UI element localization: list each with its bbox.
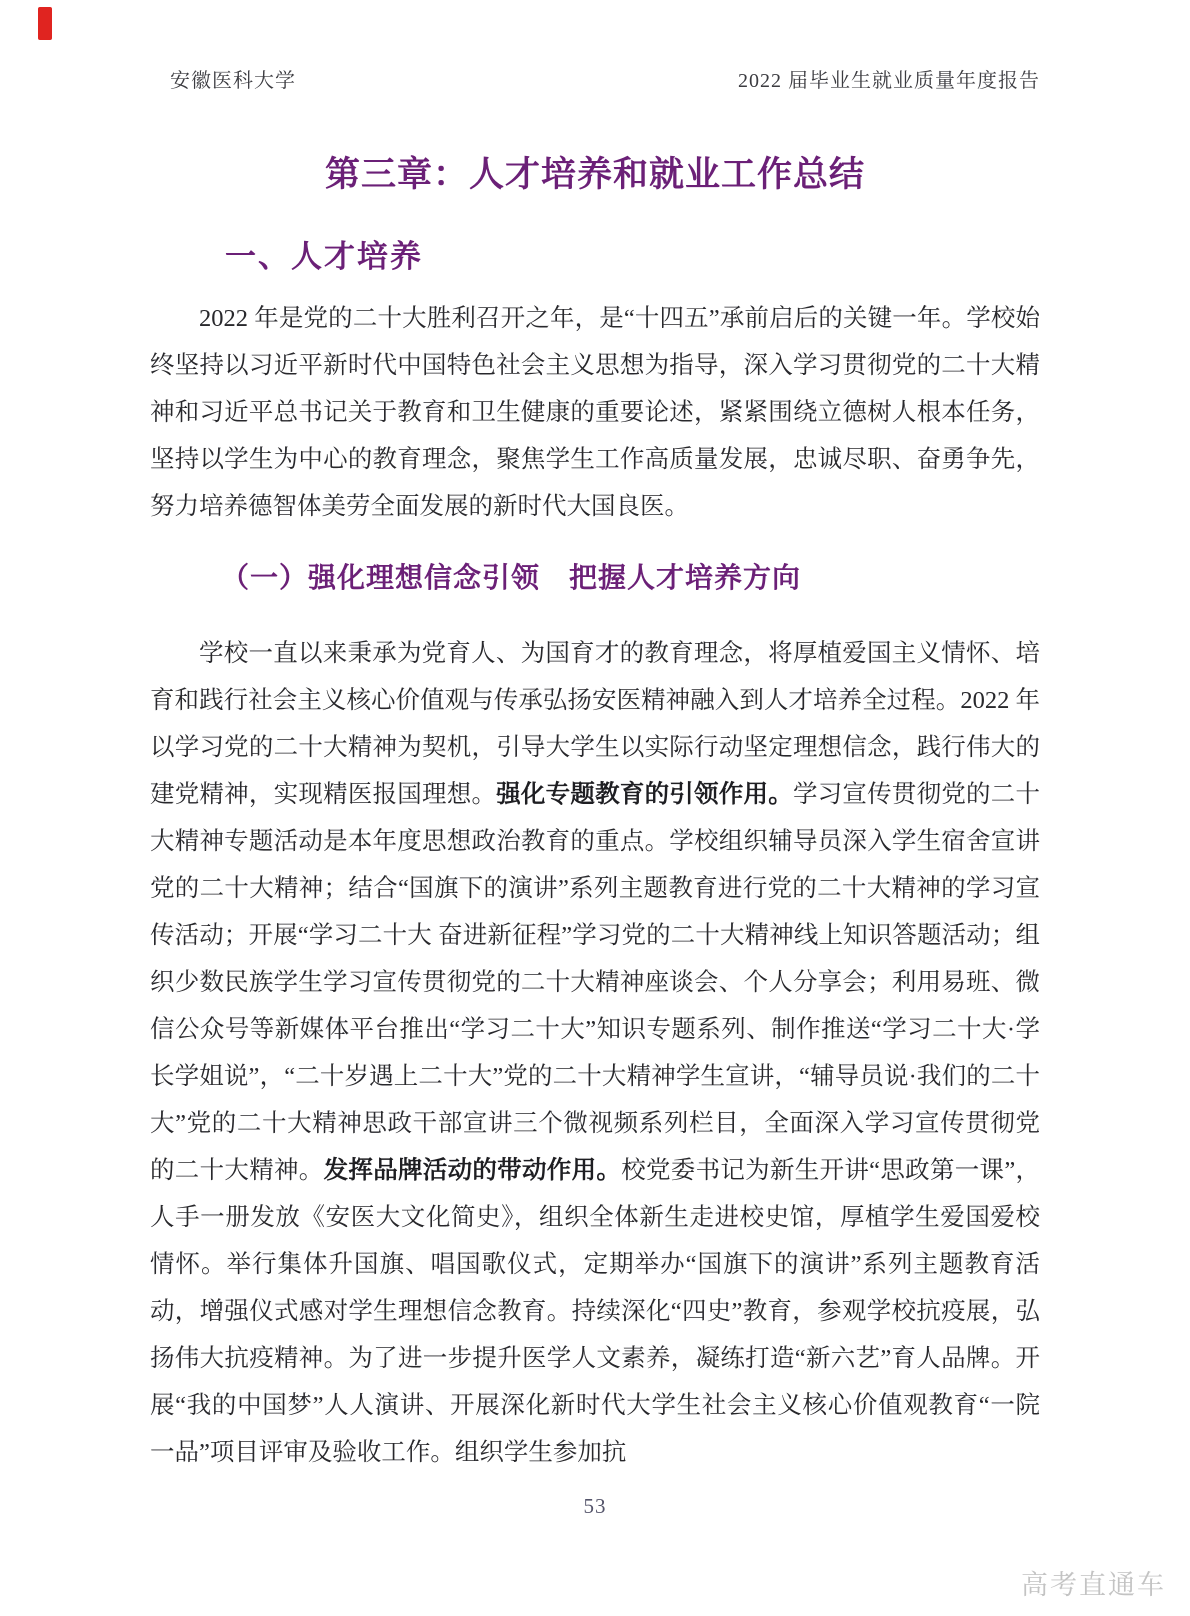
text-segment: 学校一直以来秉承为党育人、为国育才的教育理念，将厚植爱国主义情怀、培育和践行社会主义核心价值观与传承弘扬安医精神融入到人才培养全过程。2022 年以学习党的二十大精神为契机，引导大学生以实际行动坚定理想信念，践行伟大的建党精神，实现精医报国理想。 <box>150 640 1040 808</box>
text-segment: 校党委书记为新生开讲“思政第一课”，人手一册发放《安医大文化简史》，组织全体新生走进校史馆，厚植学生爱国爱校情怀。举行集体升国旗、唱国歌仪式，定期举办“国旗下的演讲”系列主题教育活动，增强仪式感对学生理想信念教育。持续深化“四史”教育，参观学校抗疫展，弘扬伟大抗疫精神。为了进一步提升医学人文素养，凝练打造“新六艺”育人品牌。开展“我的中国梦”人人演讲、开展深化新时代大学生社会主义核心价值观教育“一院一品”项目评审及验收工作。组织学生参加抗 <box>150 1157 1041 1466</box>
red-corner-mark <box>38 7 52 40</box>
paragraph-1: 2022 年是党的二十大胜利召开之年，是“十四五”承前启后的关键一年。学校始终坚持以习近平新时代中国特色社会主义思想为指导，深入学习贯彻党的二十大精神和习近平总书记关于教育和卫生健康的重要论述，紧紧围绕立德树人根本任务，坚持以学生为中心的教育理念，聚焦学生工作高质量发展，忠诚尽职、奋勇争先，努力培养德智体美劳全面发展的新时代大国良医。 <box>150 305 1040 520</box>
text-segment: 学习宣传贯彻党的二十大精神专题活动是本年度思想政治教育的重点。学校组织辅导员深入学生宿舍宣讲党的二十大精神；结合“国旗下的演讲”系列主题教育进行党的二十大精神的学习宣传活动；开展“学习二十大 奋进新征程”学习党的二十大精神线上知识答题活动；组织少数民族学生学习宣传贯彻党的二十大精神座谈会、个人分享会；利用易班、微信公众号等新媒体平台推出“学习二十大”知识专题系列、制作推送“学习二十大·学长学姐说”，“二十岁遇上二十大”党的二十大精神学生宣讲，“辅导员说·我们的二十大”党的二十大精神思政干部宣讲三个微视频系列栏目，全面深入学习宣传贯彻党的二十大精神。 <box>150 781 1041 1184</box>
section-heading: 一、人才培养 <box>225 239 423 274</box>
subsection-heading: （一）强化理想信念引领 把握人才培养方向 <box>221 562 802 593</box>
emphasis-phrase: 强化专题教育的引领作用。 <box>496 781 793 808</box>
chapter-title: 第三章：人才培养和就业工作总结 <box>324 155 865 194</box>
emphasis-phrase: 发挥品牌活动的带动作用。 <box>323 1157 622 1184</box>
paragraph-2 <box>150 630 1040 1476</box>
header-report-title: 2022 届毕业生就业质量年度报告 <box>738 70 1040 92</box>
header-university-name: 安徽医科大学 <box>170 70 296 92</box>
watermark-text: 高考直通车 <box>1021 1570 1166 1600</box>
page-header <box>150 64 1040 93</box>
page-number: 53 <box>583 1494 607 1518</box>
